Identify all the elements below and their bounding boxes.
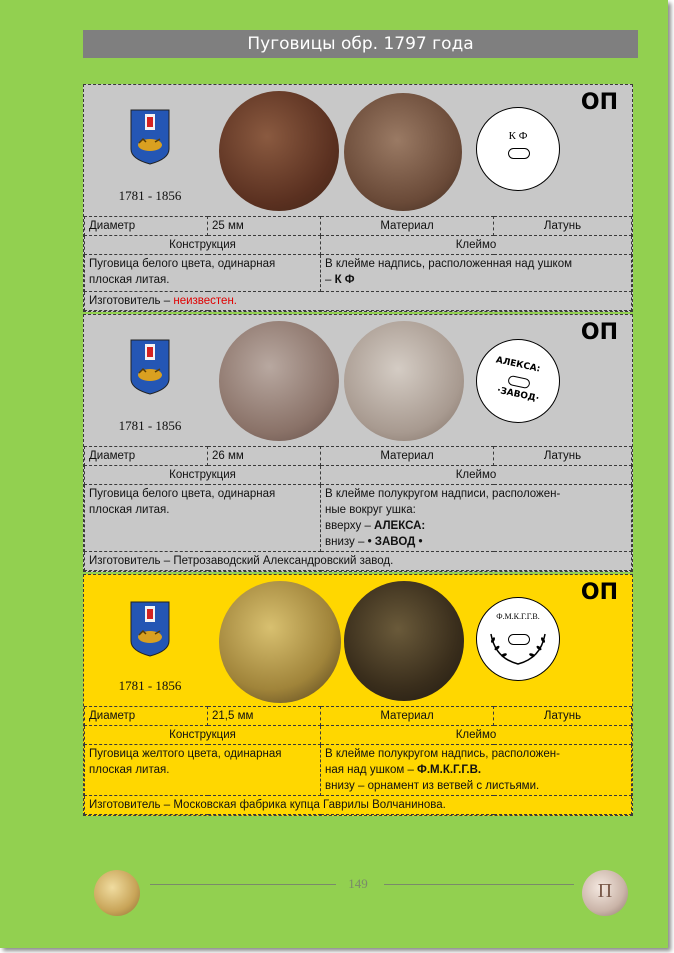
- category-badge: ОП: [580, 320, 618, 345]
- coin-back-image: [344, 581, 464, 701]
- diameter-value: 21,5 мм: [208, 707, 321, 726]
- mark-label: Клеймо: [321, 236, 632, 255]
- stamp-top-text: АЛЕКСА:: [494, 355, 542, 375]
- material-value: Латунь: [494, 447, 632, 466]
- page-number: 149: [348, 876, 368, 891]
- branches-ornament-icon: [485, 628, 551, 668]
- maker-row: Изготовитель – неизвестен.: [85, 292, 632, 311]
- mark-label: Клеймо: [321, 726, 632, 745]
- category-badge: ОП: [580, 580, 618, 605]
- material-label: Материал: [321, 707, 494, 726]
- material-label: Материал: [321, 217, 494, 236]
- material-value: Латунь: [494, 217, 632, 236]
- coat-of-arms-icon: [130, 109, 170, 165]
- coat-of-arms-icon: [130, 601, 170, 657]
- diameter-value: 25 мм: [208, 217, 321, 236]
- construction-text: Пуговица белого цвета, одинарная плоская литая.: [85, 485, 321, 552]
- footer-divider-left: [150, 884, 336, 885]
- stamp-drawing: [476, 597, 560, 681]
- diameter-label: Диаметр: [85, 707, 208, 726]
- images-row: [84, 85, 632, 216]
- material-value: Латунь: [494, 707, 632, 726]
- button-card-3: [83, 574, 633, 816]
- years-label: 1781 - 1856: [118, 418, 182, 433]
- maker-row: Изготовитель – Московская фабрика купца Гаврилы Волчанинова.: [85, 796, 632, 815]
- coat-of-arms-icon: [130, 339, 170, 395]
- years-label: 1781 - 1856: [118, 678, 182, 693]
- construction-label: Конструкция: [85, 726, 321, 745]
- stamp-drawing: [476, 339, 560, 423]
- years-label: 1781 - 1856: [118, 188, 182, 203]
- stamp-drawing: [476, 107, 560, 191]
- mark-text: В клейме полукругом надписи, расположен- ные вокруг ушка: вверху – АЛЕКСА: внизу – • ЗАВОД •: [321, 485, 632, 552]
- coin-front-image: [219, 91, 339, 211]
- construction-text: Пуговица белого цвета, одинарная плоская литая.: [85, 255, 321, 292]
- coin-back-image: [344, 321, 464, 441]
- diameter-label: Диаметр: [85, 447, 208, 466]
- maker-value: Московская фабрика купца Гаврилы Волчанинова.: [173, 799, 446, 811]
- material-label: Материал: [321, 447, 494, 466]
- category-badge: ОП: [580, 90, 618, 115]
- diameter-label: Диаметр: [85, 217, 208, 236]
- coin-front-image: [219, 581, 341, 703]
- eagle-medal-icon: [94, 870, 140, 916]
- footer-divider-right: [384, 884, 574, 885]
- mark-text: В клейме полукругом надпись, расположен- ная над ушком – Ф.М.К.Г.Г.В. внизу – орнамент из ветвей с листьями.: [321, 745, 632, 796]
- maker-value: неизвестен.: [173, 295, 237, 307]
- mark-text: В клейме надпись, расположенная над ушком – К Ф: [321, 255, 632, 292]
- maker-row: Изготовитель – Петрозаводский Александровский завод.: [85, 552, 632, 571]
- images-row: [84, 315, 632, 446]
- monogram-medal-icon: [582, 870, 628, 916]
- construction-label: Конструкция: [85, 466, 321, 485]
- mark-label: Клеймо: [321, 466, 632, 485]
- diameter-value: 26 мм: [208, 447, 321, 466]
- maker-value: Петрозаводский Александровский завод.: [173, 555, 394, 567]
- button-card-1: [83, 84, 633, 312]
- button-card-2: [83, 314, 633, 572]
- spec-table: [84, 446, 632, 571]
- spec-table: [84, 706, 632, 815]
- stamp-bottom-text: ·ЗАВОД·: [496, 385, 540, 405]
- coin-front-image: [219, 321, 339, 441]
- shank-icon: [507, 375, 531, 389]
- construction-text: Пуговица желтого цвета, одинарная плоская литая.: [85, 745, 321, 796]
- coin-back-image: [344, 93, 462, 211]
- shank-icon: [508, 148, 530, 159]
- spec-table: [84, 216, 632, 311]
- stamp-text: К Ф: [508, 130, 528, 142]
- monogram-letter: П: [597, 880, 613, 902]
- images-row: [84, 575, 632, 706]
- stamp-text: Ф.М.К.Г.Г.В.: [496, 612, 540, 621]
- page-title: Пуговицы обр. 1797 года: [83, 30, 638, 58]
- construction-label: Конструкция: [85, 236, 321, 255]
